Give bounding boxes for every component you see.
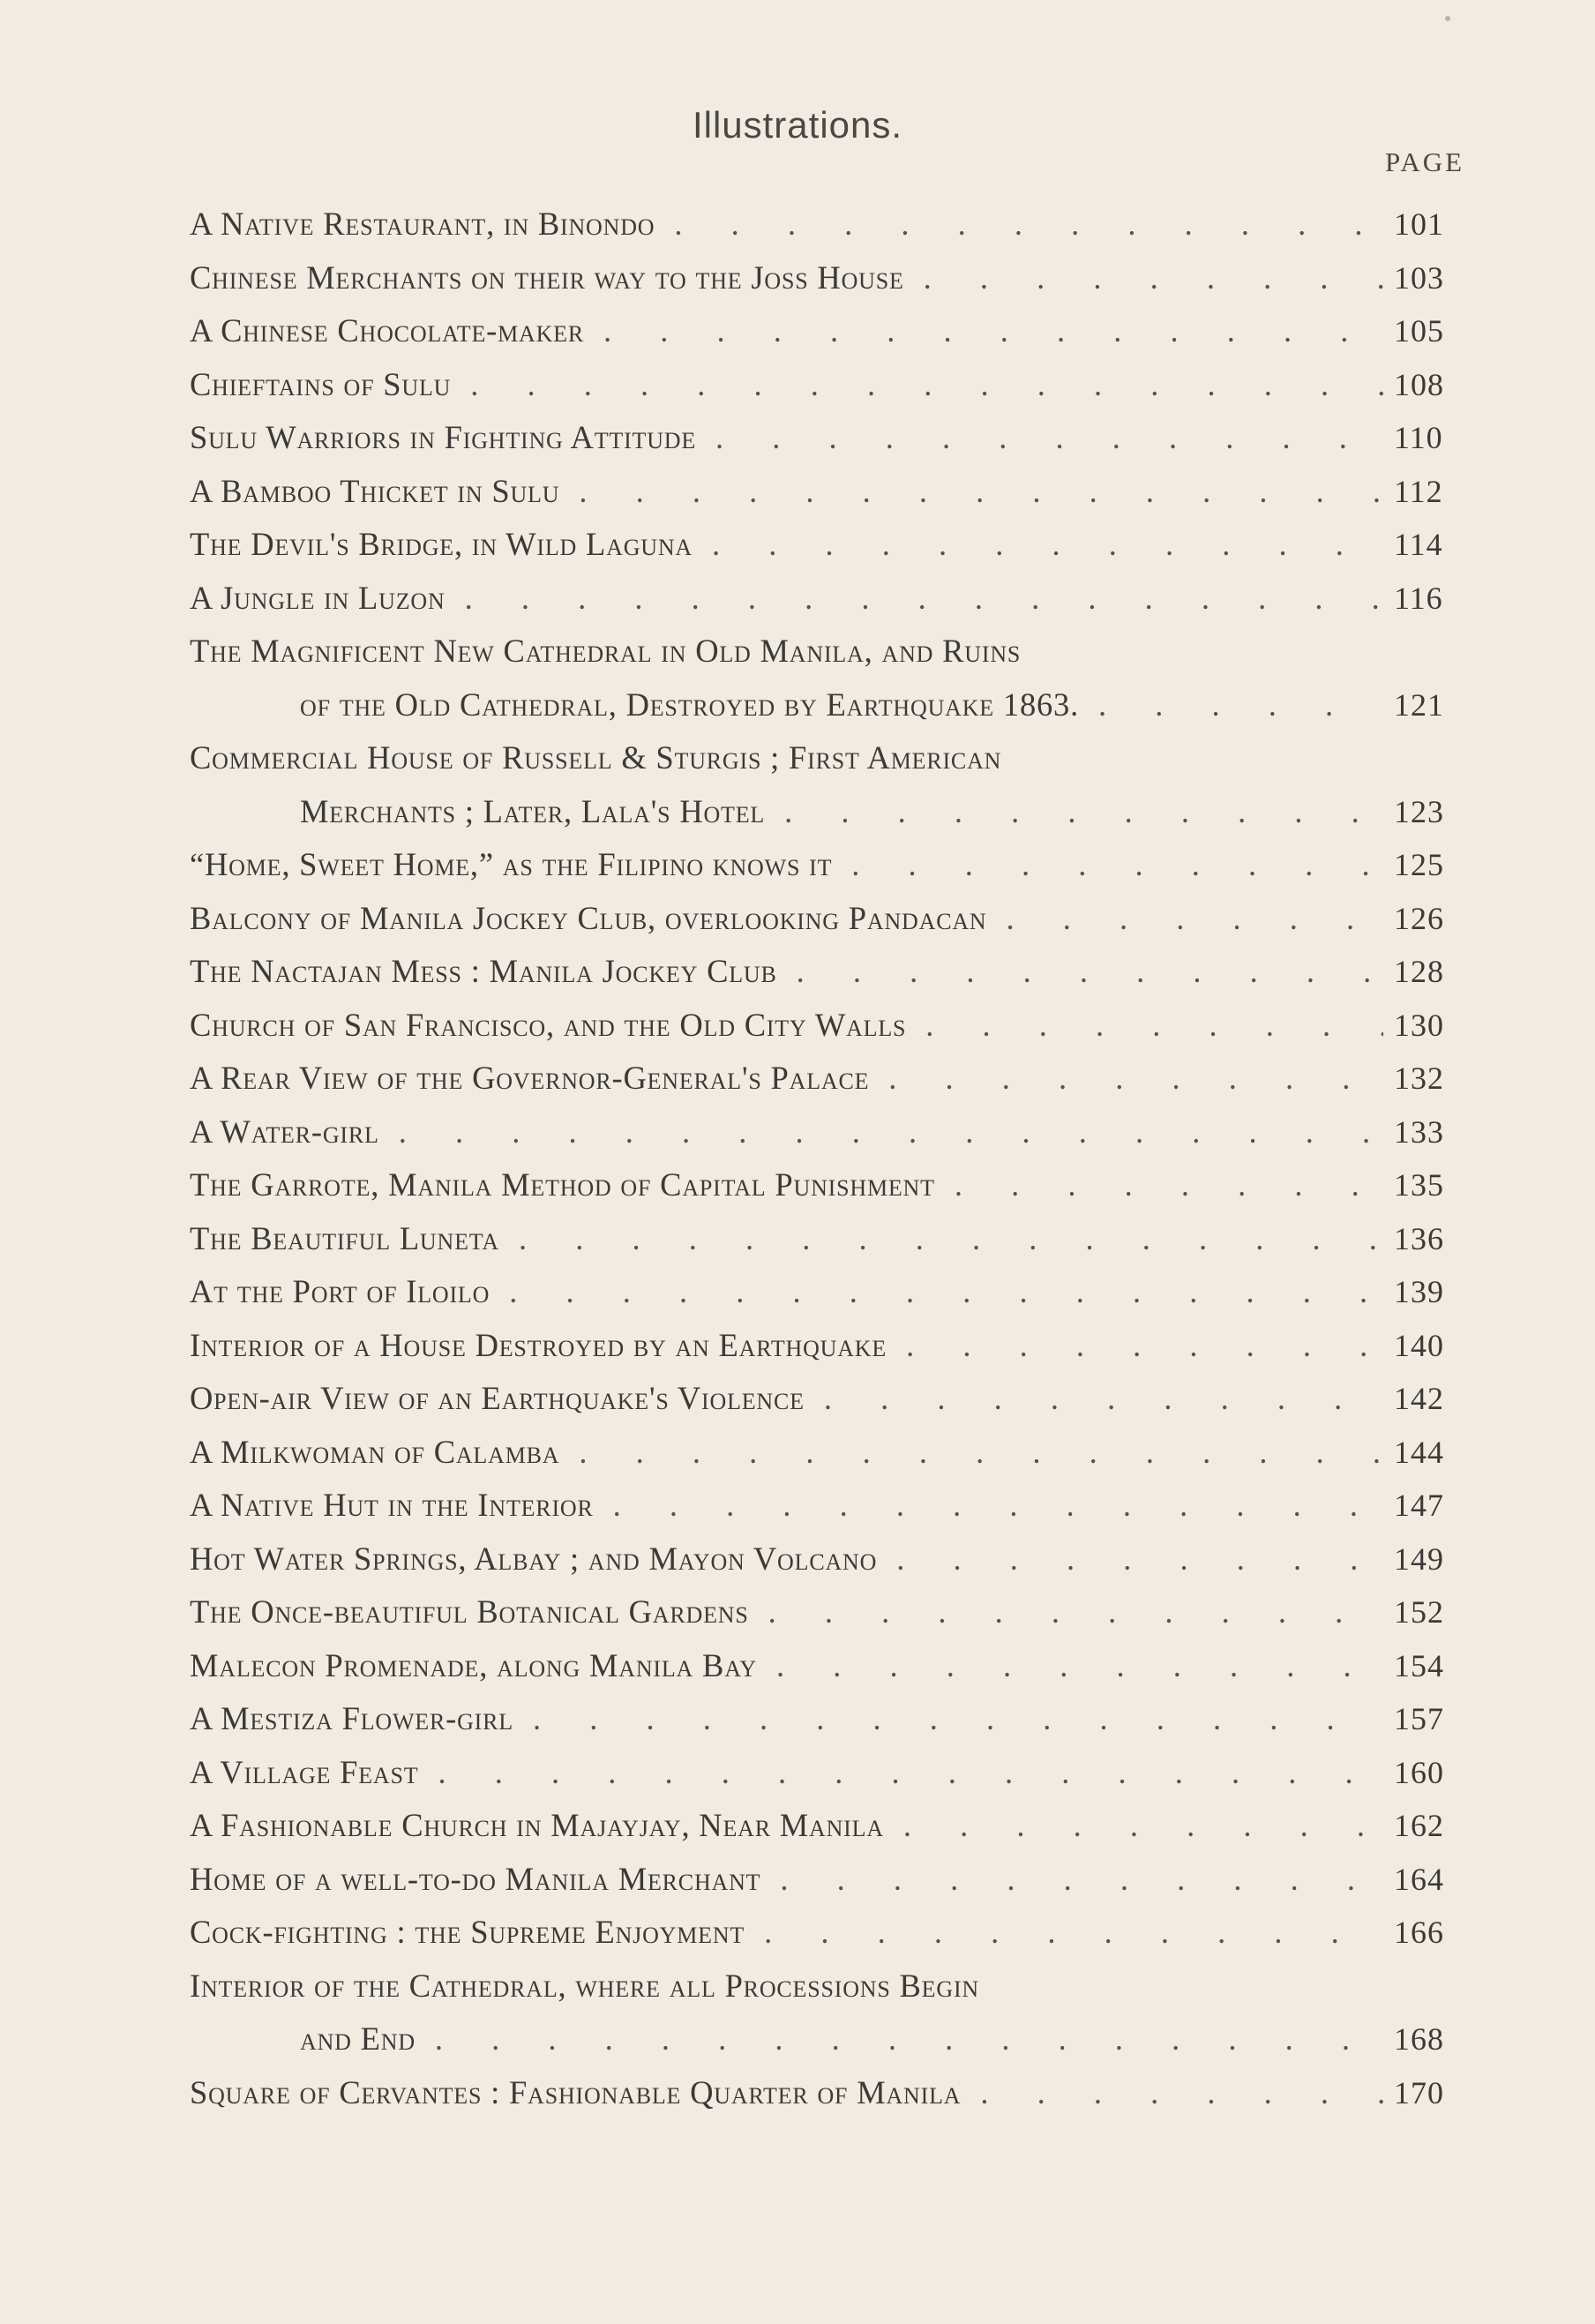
entry-page-number: 162	[1394, 1808, 1444, 1843]
dot-leader	[594, 1479, 1383, 1533]
entry-title: Open-air View of an Earthquake's Violence	[190, 1380, 805, 1416]
entry-page-number: 112	[1394, 473, 1443, 509]
list-item	[190, 678, 1478, 732]
entry-page-number: 130	[1394, 1007, 1444, 1043]
entry-title: Sulu Warriors in Fighting Attitude	[190, 419, 697, 455]
list-item	[190, 1586, 1478, 1639]
dot-leader	[559, 1426, 1383, 1480]
paper-mark	[1445, 16, 1450, 21]
entry-page-number: 149	[1394, 1541, 1444, 1577]
entry-page-number: 114	[1394, 527, 1443, 562]
list-item	[190, 1212, 1478, 1266]
list-item	[190, 411, 1478, 465]
entry-title: The Once-beautiful Botanical Gardens	[190, 1593, 749, 1630]
dot-leader	[513, 1692, 1383, 1746]
list-item	[190, 1106, 1478, 1159]
entry-title: Interior of a House Destroyed by an Earthquake	[190, 1326, 887, 1363]
list-item	[190, 1639, 1478, 1693]
dot-leader	[745, 1906, 1383, 1960]
list-item	[190, 999, 1478, 1053]
dot-leader	[765, 785, 1383, 839]
list-item	[190, 358, 1478, 412]
entry-page-number: 132	[1394, 1061, 1444, 1096]
entry-title: Balcony of Manila Jockey Club, overlooking Pandacan	[190, 899, 987, 936]
dot-leader	[584, 304, 1383, 358]
entry-title: A Native Hut in the Interior	[190, 1487, 594, 1523]
dot-leader	[696, 411, 1383, 465]
list-item	[190, 1426, 1478, 1480]
entry-page-number: 133	[1394, 1113, 1444, 1150]
list-item	[190, 572, 1478, 626]
dot-leader	[446, 572, 1383, 626]
dot-leader	[935, 1158, 1383, 1212]
dot-leader	[884, 1799, 1383, 1853]
entry-title: Square of Cervantes : Fashionable Quarter of Manila	[190, 2073, 962, 2110]
dot-leader	[693, 518, 1383, 572]
entry-title: A Milkwoman of Calamba	[190, 1433, 560, 1470]
entry-page-number: 101	[1394, 206, 1444, 242]
entry-page-number: 110	[1394, 420, 1443, 455]
entry-page-number: 123	[1394, 793, 1444, 829]
list-item	[190, 625, 1478, 678]
entry-page-number: 105	[1394, 313, 1444, 349]
entry-title: Cock-fighting : the Supreme Enjoyment	[190, 1914, 745, 1950]
dot-leader	[451, 358, 1383, 412]
list-item	[190, 1692, 1478, 1746]
entry-title: Chinese Merchants on their way to the Joss House	[190, 259, 904, 296]
dot-leader	[869, 1052, 1383, 1106]
list-item	[190, 1906, 1478, 1960]
dot-leader	[559, 465, 1383, 519]
list-item	[190, 465, 1478, 519]
entry-title: A Chinese Chocolate-maker	[190, 312, 584, 349]
list-item	[190, 1265, 1478, 1319]
dot-leader	[1079, 678, 1383, 732]
entry-page-number: 125	[1394, 847, 1444, 882]
entry-page-number: 164	[1394, 1861, 1444, 1897]
entry-title: A Fashionable Church in Majayjay, Near Manila	[190, 1807, 884, 1843]
dot-leader	[887, 1319, 1383, 1373]
list-item	[190, 1853, 1478, 1907]
dot-leader	[379, 1106, 1383, 1159]
dot-leader	[416, 2013, 1383, 2066]
list-item	[190, 785, 1478, 839]
dot-leader	[499, 1212, 1383, 1266]
entry-page-number: 103	[1394, 259, 1444, 296]
dot-leader	[805, 1372, 1383, 1426]
list-item	[190, 1372, 1478, 1426]
illustrations-list	[190, 198, 1478, 2119]
dot-leader	[777, 945, 1383, 999]
entry-page-number: 142	[1394, 1381, 1444, 1416]
page-title: Illustrations.	[692, 104, 903, 146]
entry-page-number: 157	[1394, 1701, 1444, 1736]
list-item	[190, 1052, 1478, 1106]
entry-title: A Water-girl	[190, 1113, 379, 1150]
entry-title: The Garrote, Manila Method of Capital Punishment	[190, 1166, 935, 1203]
entry-title: A Native Restaurant, in Binondo	[190, 206, 655, 242]
entry-page-number: 135	[1394, 1167, 1444, 1203]
list-item	[190, 198, 1478, 251]
list-item	[190, 1746, 1478, 1800]
entry-page-number: 144	[1394, 1434, 1444, 1470]
entry-title: The Devil's Bridge, in Wild Laguna	[190, 526, 693, 562]
dot-leader	[749, 1586, 1383, 1639]
entry-title: Chieftains of Sulu	[190, 365, 452, 402]
dot-leader	[418, 1746, 1383, 1800]
dot-leader	[906, 999, 1383, 1053]
entry-page-number: 147	[1394, 1488, 1444, 1523]
list-item	[190, 1319, 1478, 1373]
entry-title: Interior of the Cathedral, where all Processions Begin	[190, 1967, 979, 2004]
list-item	[190, 731, 1478, 785]
entry-title: The Magnificent New Cathedral in Old Manila, and Ruins	[190, 633, 1022, 669]
entry-title: Malecon Promenade, along Manila Bay	[190, 1646, 757, 1683]
list-item	[190, 1960, 1478, 2013]
list-item	[190, 2013, 1478, 2066]
list-item	[190, 1479, 1478, 1533]
entry-title: “Home, Sweet Home,” as the Filipino knows it	[190, 846, 833, 882]
list-item	[190, 1533, 1478, 1586]
entry-page-number: 121	[1394, 686, 1444, 723]
entry-title: A Village Feast	[190, 1753, 419, 1790]
entry-title: Hot Water Springs, Albay ; and Mayon Volcano	[190, 1540, 878, 1577]
entry-page-number: 128	[1394, 954, 1444, 989]
entry-title: Commercial House of Russell & Sturgis ; First American	[190, 739, 1002, 776]
dot-leader	[877, 1533, 1383, 1586]
dot-leader	[961, 2066, 1383, 2120]
entry-page-number: 126	[1394, 900, 1444, 936]
entry-title: A Bamboo Thicket in Sulu	[190, 472, 560, 509]
list-item	[190, 945, 1478, 999]
list-item	[190, 1799, 1478, 1853]
entry-title: The Nactajan Mess : Manila Jockey Club	[190, 953, 777, 989]
entry-title: A Jungle in Luzon	[190, 579, 446, 616]
dot-leader	[757, 1639, 1383, 1693]
entry-title: Merchants ; Later, Lala's Hotel	[300, 792, 766, 829]
entry-page-number: 170	[1394, 2074, 1444, 2110]
entry-page-number: 140	[1394, 1327, 1444, 1363]
entry-title: Church of San Francisco, and the Old City Walls	[190, 1006, 907, 1043]
list-item	[190, 838, 1478, 892]
entry-page-number: 152	[1394, 1594, 1444, 1630]
entry-page-number: 136	[1394, 1220, 1444, 1256]
list-item	[190, 518, 1478, 572]
entry-title: The Beautiful Luneta	[190, 1219, 499, 1256]
entry-page-number: 139	[1394, 1274, 1444, 1309]
entry-title: A Mestiza Flower-girl	[190, 1700, 513, 1736]
list-item	[190, 304, 1478, 358]
entry-page-number: 154	[1394, 1647, 1444, 1683]
dot-leader	[832, 838, 1383, 892]
entry-page-number: 168	[1394, 2021, 1444, 2057]
dot-leader	[987, 892, 1383, 946]
list-item	[190, 892, 1478, 946]
page-column-label: PAGE	[1385, 146, 1465, 177]
entry-page-number: 166	[1394, 1915, 1444, 1950]
dot-leader	[904, 251, 1383, 305]
list-item	[190, 2066, 1478, 2120]
entry-page-number: 116	[1394, 580, 1443, 616]
dot-leader	[760, 1853, 1383, 1907]
list-item	[190, 251, 1478, 305]
entry-page-number: 108	[1394, 366, 1444, 402]
entry-title: of the Old Cathedral, Destroyed by Earthquake 1863.	[300, 686, 1080, 723]
dot-leader	[490, 1265, 1383, 1319]
entry-page-number: 160	[1394, 1754, 1444, 1790]
entry-title: A Rear View of the Governor-General's Palace	[190, 1060, 870, 1096]
list-item	[190, 1158, 1478, 1212]
dot-leader	[655, 198, 1383, 251]
entry-title: Home of a well-to-do Manila Merchant	[190, 1860, 761, 1897]
entry-title: At the Port of Iloilo	[190, 1273, 490, 1309]
entry-title: and End	[300, 2020, 416, 2057]
